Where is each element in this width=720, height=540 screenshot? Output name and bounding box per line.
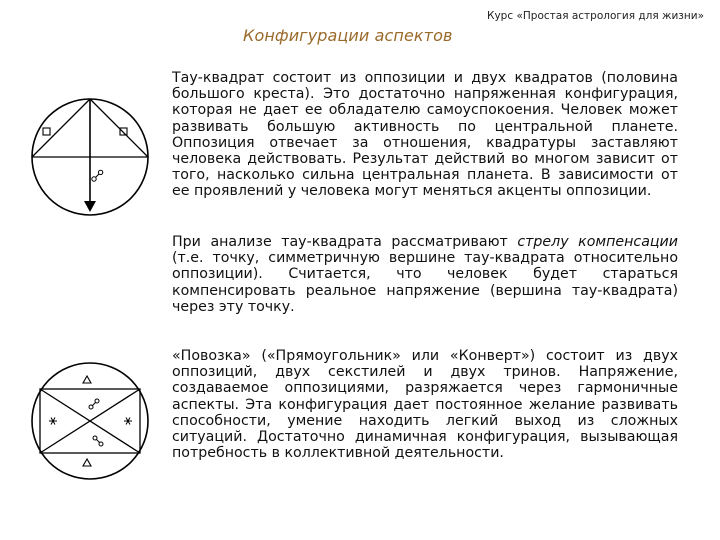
course-name: Курс «Простая астрология для жизни» xyxy=(487,10,704,22)
paragraph-text: (т.е. точку, симметричную вершине тау-квадрата относительно оппозиции). Считается, что человек будет стараться компенсировать реальное напряжение (вершина тау-квадрата) через эту точку. xyxy=(172,250,678,315)
opposition-aspect-icon xyxy=(93,436,103,446)
square-aspect-icon xyxy=(43,128,50,135)
wagon-lead: «Повозка» («Прямоугольник» или «Конверт») состоит xyxy=(172,348,605,364)
wagon-text: из двух оппозиций, двух секстилей и двух тринов. Напряжение, создаваемое оппозициями, разряжается через гармоничные аспекты. Эта конфигурация дает постоянное желание развивать способности, умение находить легкий выход из сложных ситуаций. Достаточно динамичная конфигурация, вызывающая потребность в коллективной деятельности. xyxy=(172,348,678,462)
compensation-arrow-term: стрелу компенсации xyxy=(517,234,678,250)
opposition-aspect-icon xyxy=(92,170,103,181)
sextile-aspect-icon xyxy=(124,418,132,425)
square-aspect-icon xyxy=(120,128,127,135)
compensation-arrow-head xyxy=(84,201,96,212)
wagon-diagram xyxy=(28,359,152,483)
tau-square-description: Тау-квадрат состоит из оппозиции и двух квадратов (половина большого креста). Это достаточно напряженная конфигурация, которая не дает ее обладателю самоуспокоения. Человек может развивать большую активность по центральной планете. Оппозиция отвечает за отношения, квадратуры заставляют человека действовать. Результат действий во многом зависит от того, насколько сильна центральная планета. В зависимости от ее проявлений у человека могут меняться акценты оппозиции. xyxy=(172,70,678,200)
trine-aspect-icon xyxy=(83,459,91,466)
compensation-arrow-description xyxy=(172,234,678,315)
opposition-aspect-icon xyxy=(89,399,99,409)
square-line-left xyxy=(32,99,90,157)
sextile-aspect-icon xyxy=(49,418,57,425)
page-title: Конфигурации аспектов xyxy=(243,26,453,45)
square-line-right xyxy=(90,99,148,157)
wagon-description xyxy=(172,348,678,461)
trine-aspect-icon xyxy=(83,376,91,383)
tau-square-diagram xyxy=(28,95,152,219)
paragraph-text: При анализе тау-квадрата рассматривают xyxy=(172,234,518,250)
